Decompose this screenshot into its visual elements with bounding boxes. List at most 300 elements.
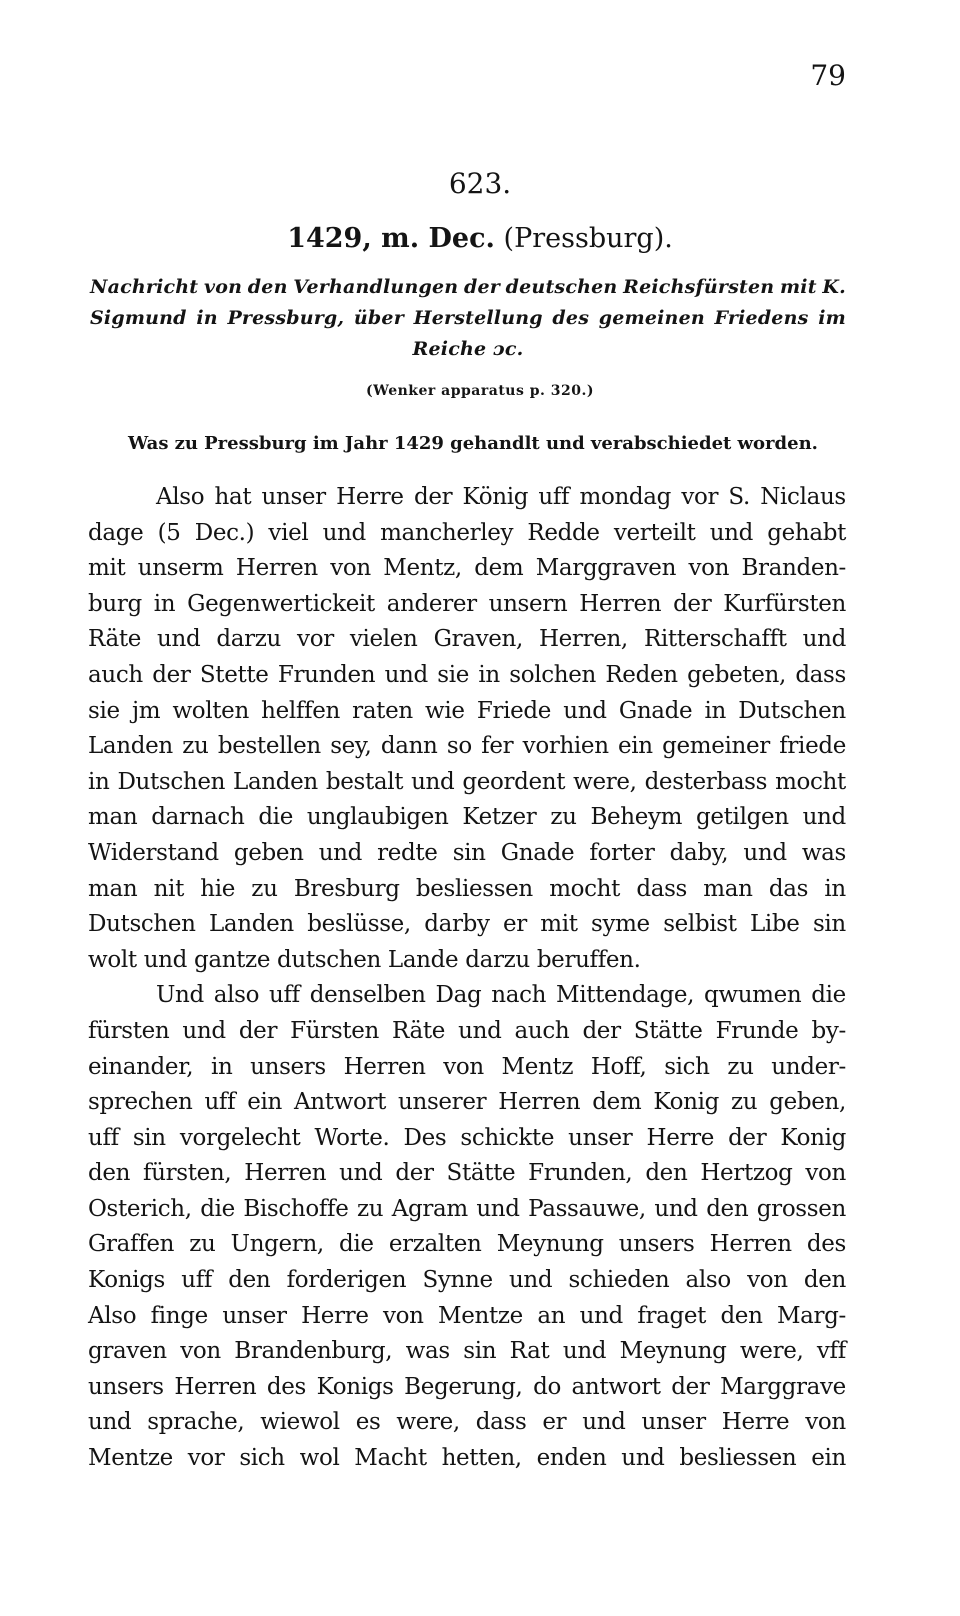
word: sin: [132, 1124, 166, 1151]
word: Fürsten: [290, 1017, 379, 1044]
word: und: [743, 839, 787, 866]
word: uff: [538, 484, 570, 510]
word: hat: [214, 484, 252, 510]
word: under-: [771, 1053, 846, 1080]
word: Graffen: [88, 1231, 175, 1258]
paragraph-2-line: [88, 1299, 846, 1335]
word: Meynung: [619, 1338, 727, 1365]
word: in: [153, 590, 176, 617]
word: Graven,: [433, 626, 523, 653]
date-line: [0, 222, 960, 256]
word: der: [673, 590, 712, 617]
word: 1429: [393, 433, 444, 454]
word: Rat: [509, 1338, 550, 1365]
word: schickte: [460, 1124, 555, 1151]
word: und: [384, 661, 428, 688]
word: Beheym: [590, 804, 683, 831]
word: hetten,: [441, 1445, 522, 1472]
word: were,: [573, 768, 637, 795]
word: Nachricht: [90, 276, 199, 298]
word: Mittendage,: [556, 982, 695, 1009]
word: der: [395, 1160, 434, 1187]
place: (Pressburg).: [503, 223, 673, 254]
word: sin: [812, 911, 846, 938]
word: der: [463, 276, 500, 298]
word: uff: [181, 1267, 213, 1294]
word: forderigen: [286, 1267, 407, 1294]
word: zu: [356, 1195, 384, 1222]
document-number: 623.: [448, 167, 512, 200]
word: dass: [795, 661, 846, 688]
paragraph-1-line: [88, 907, 846, 943]
word: in: [704, 697, 727, 724]
word: syme: [591, 911, 650, 938]
word: Reichsfürsten: [623, 276, 775, 298]
word: ein: [811, 1445, 846, 1472]
word: mit: [779, 276, 817, 298]
word: auch: [514, 1017, 570, 1044]
word: in: [88, 768, 110, 795]
word: unserer: [398, 1089, 487, 1116]
word: fürsten,: [143, 1160, 232, 1187]
word: Herren,: [538, 626, 628, 653]
word: darzu: [216, 626, 282, 653]
word: redte: [377, 839, 438, 866]
word: Dec.): [194, 519, 255, 546]
word: unglaubigen: [306, 804, 449, 831]
word: sich: [664, 1053, 710, 1080]
word: und: [802, 804, 846, 831]
paragraph-2-line: [88, 1050, 846, 1086]
word: der: [152, 661, 191, 688]
word: Begerung,: [404, 1373, 523, 1400]
word: die: [339, 1231, 374, 1258]
word: Passauwe,: [528, 1195, 646, 1222]
word: Marg-: [776, 1302, 846, 1329]
word: uff: [204, 1089, 236, 1116]
word: Dutschen: [738, 697, 846, 724]
word: darnach: [151, 804, 245, 831]
word: bestalt: [325, 768, 404, 795]
word: von: [688, 555, 730, 582]
word: von: [180, 1338, 221, 1365]
word: mit: [540, 911, 578, 938]
word: geben: [233, 839, 304, 866]
word: selbist: [663, 911, 737, 938]
word: jm: [131, 697, 161, 724]
word: Marggraven: [535, 555, 677, 582]
word: der: [413, 484, 453, 510]
word: geben,: [769, 1089, 846, 1116]
word: Konig: [653, 1089, 719, 1116]
word: vff: [816, 1338, 846, 1365]
word: Verhandlungen: [293, 276, 459, 298]
paragraph-1-line: [88, 480, 846, 516]
word: deutschen: [505, 276, 618, 298]
word: der: [728, 1124, 767, 1151]
word: mit: [88, 555, 126, 582]
word: und: [562, 1338, 607, 1365]
document-summary: [90, 272, 846, 365]
word: Gnade: [618, 697, 693, 724]
paragraph-1-line: [88, 694, 846, 730]
word: Stette: [199, 661, 269, 688]
word: Antwort: [294, 1089, 387, 1116]
word: dann: [380, 733, 438, 760]
paragraph-1-line: [88, 551, 846, 587]
word: antwort: [571, 1373, 661, 1400]
word: Worte.: [314, 1124, 390, 1151]
word: dass: [475, 1409, 527, 1436]
word: bestellen: [217, 733, 321, 760]
word: und: [411, 768, 455, 795]
word: Bresburg: [293, 875, 400, 902]
word: mocht: [775, 768, 846, 795]
word: unserm: [137, 555, 224, 582]
word: unser: [641, 1409, 706, 1436]
summary-line: [90, 272, 846, 303]
body-text: [88, 480, 846, 1477]
word: Pressburg: [204, 433, 307, 454]
word: man: [88, 804, 138, 831]
word: were,: [396, 1409, 460, 1436]
word: finge: [150, 1302, 208, 1329]
word: im: [818, 307, 846, 329]
word: Frunden: [277, 661, 376, 688]
word: Herren: [244, 1160, 327, 1187]
word: zu: [730, 1089, 758, 1116]
word: Meynung: [496, 1231, 604, 1258]
paragraph-2-line: [88, 1192, 846, 1228]
word: worden.: [737, 433, 818, 454]
word: sprechen: [88, 1089, 193, 1116]
word: unser: [568, 1124, 633, 1151]
word: Libe: [750, 911, 800, 938]
word: und: [508, 1267, 553, 1294]
word: der: [582, 1017, 621, 1044]
word: Herre: [721, 1409, 790, 1436]
word: mondag: [579, 484, 672, 510]
word: Kurfürsten: [723, 590, 846, 617]
paragraph-1-line: [88, 836, 846, 872]
word: es: [355, 1409, 381, 1436]
word: verabschiedet: [590, 433, 732, 454]
word: was: [405, 1338, 450, 1365]
word: Bischoffe: [243, 1195, 349, 1222]
word: Herren: [498, 1089, 581, 1116]
word: den: [88, 1160, 131, 1187]
word: uff: [269, 982, 300, 1009]
paragraph-2-line: [88, 978, 846, 1014]
word: Also: [88, 1302, 137, 1329]
word: by-: [811, 1017, 846, 1044]
word: den: [803, 1267, 846, 1294]
word: in: [824, 875, 846, 902]
paragraph-2-line: [88, 1441, 846, 1477]
word: vor: [297, 626, 334, 653]
word: besliessen: [415, 875, 533, 902]
word: geordent: [462, 768, 566, 795]
word: sich: [239, 1445, 285, 1472]
word: des: [806, 1231, 846, 1258]
word: Branden-: [741, 555, 846, 582]
word: (5: [157, 519, 181, 546]
word: den: [228, 1267, 271, 1294]
word: Des: [403, 1124, 447, 1151]
word: Hoff,: [590, 1053, 647, 1080]
word: in: [478, 661, 500, 688]
word: Marggrave: [720, 1373, 846, 1400]
word: von: [805, 1160, 846, 1187]
word: fraget: [637, 1302, 707, 1329]
word: Ketzer: [462, 804, 537, 831]
word: Friedens: [714, 307, 809, 329]
word: den: [247, 276, 288, 298]
paragraph-1-line: [88, 872, 846, 908]
word: Landen: [208, 911, 294, 938]
word: friede: [779, 733, 846, 760]
word: er: [542, 1409, 567, 1436]
word: sie: [437, 661, 469, 688]
word: also: [213, 982, 260, 1009]
word: Herren: [579, 590, 662, 617]
word: und: [582, 1409, 626, 1436]
word: qwumen: [703, 982, 802, 1009]
word: und: [157, 626, 201, 653]
paragraph-1-line: [88, 943, 846, 979]
word: vor: [187, 1445, 225, 1472]
word: den: [706, 1195, 749, 1222]
word: K.: [822, 276, 846, 298]
word: und: [322, 519, 366, 546]
word: der: [671, 1373, 710, 1400]
word: dem: [592, 1089, 642, 1116]
word: Dutschen: [88, 911, 196, 938]
word: Mentz: [501, 1053, 574, 1080]
word: enden: [536, 1445, 607, 1472]
word: anderer: [386, 590, 477, 617]
section-heading: [128, 430, 818, 458]
word: den: [720, 1302, 763, 1329]
word: man: [88, 875, 138, 902]
paragraph-1-line: [88, 800, 846, 836]
word: die: [200, 1195, 235, 1222]
word: Mentze: [438, 1302, 523, 1329]
word: unser: [222, 1302, 287, 1329]
word: wie: [425, 697, 465, 724]
word: besliessen: [679, 1445, 797, 1472]
word: das: [768, 875, 809, 902]
word: Jahr: [344, 433, 388, 454]
word: Osterich,: [88, 1195, 192, 1222]
word: Konigs: [88, 1267, 166, 1294]
word: Agram: [391, 1195, 468, 1222]
word: vorhien: [522, 733, 609, 760]
word: denselben: [309, 982, 426, 1009]
word: und: [802, 626, 846, 653]
word: wol: [299, 1445, 340, 1472]
word: von: [443, 1053, 484, 1080]
word: Dag: [435, 982, 482, 1009]
word: dem: [474, 555, 524, 582]
word: Redde: [527, 519, 600, 546]
word: beslüsse,: [307, 911, 411, 938]
word: was: [801, 839, 846, 866]
word: des: [266, 1373, 306, 1400]
word: Friede: [476, 697, 552, 724]
word: und: [339, 1160, 383, 1187]
word: von: [330, 555, 371, 582]
word: Frunden,: [528, 1160, 633, 1187]
word: und: [621, 1445, 665, 1472]
word: Was: [128, 433, 169, 454]
word: er: [503, 911, 527, 938]
word: von: [747, 1267, 788, 1294]
word: mocht: [549, 875, 621, 902]
word: graven: [88, 1338, 167, 1365]
paragraph-2-line: [88, 1014, 846, 1050]
word: einander,: [88, 1053, 194, 1080]
paragraph-2-line: [88, 1405, 846, 1441]
word: nit: [153, 875, 184, 902]
word: zu: [189, 1231, 216, 1258]
word: man: [703, 875, 753, 902]
word: Herren: [174, 1373, 257, 1400]
word: Gnade: [500, 839, 575, 866]
word: dass: [636, 875, 687, 902]
paragraph-2-line: [88, 1156, 846, 1192]
word: gemeinen: [598, 307, 705, 329]
word: und: [476, 1195, 520, 1222]
word: in: [210, 1053, 233, 1080]
word: an: [537, 1302, 566, 1329]
word: zu: [550, 804, 577, 831]
word: Landen: [88, 733, 173, 760]
word: Sigmund: [90, 307, 187, 329]
word: uff: [88, 1124, 119, 1151]
word: dage: [88, 519, 144, 546]
word: König: [462, 484, 529, 510]
word: sin: [452, 839, 486, 866]
word: gebeten,: [687, 661, 786, 688]
paragraph-1-line: [88, 622, 846, 658]
word: gehandlt: [450, 433, 540, 454]
word: und: [182, 1017, 226, 1044]
paragraph-1-line: [88, 587, 846, 623]
word: vielen: [349, 626, 418, 653]
word: über: [353, 307, 404, 329]
word: zu: [251, 875, 278, 902]
word: burg: [88, 590, 142, 617]
word: Niclaus: [760, 484, 846, 510]
word: viel: [268, 519, 309, 546]
word: Herstellung: [413, 307, 543, 329]
word: auch: [88, 661, 143, 688]
word: ein: [247, 1089, 283, 1116]
word: und: [88, 1409, 132, 1436]
word: Herre: [336, 484, 404, 510]
word: S.: [728, 484, 750, 510]
word: und: [458, 1017, 502, 1044]
word: wolten: [172, 697, 249, 724]
paragraph-1-line: [88, 516, 846, 552]
word: vor: [681, 484, 719, 510]
word: und: [563, 697, 607, 724]
source-citation: (Wenker apparatus p. 320.): [366, 383, 594, 399]
word: und: [545, 433, 585, 454]
word: Mentz,: [383, 555, 462, 582]
word: solchen: [509, 661, 596, 688]
word: Konig: [780, 1124, 846, 1151]
word: Hertzog: [700, 1160, 793, 1187]
word: zu: [174, 433, 198, 454]
word: die: [811, 982, 846, 1009]
word: von: [383, 1302, 424, 1329]
word: Herren: [235, 555, 318, 582]
word: unsers: [88, 1373, 164, 1400]
word: nach: [491, 982, 547, 1009]
word: Herre: [301, 1302, 369, 1329]
word: den: [645, 1160, 688, 1187]
word: Widerstand: [88, 839, 219, 866]
paragraph-1-line: [88, 765, 846, 801]
page-number: 79: [810, 59, 846, 92]
word: und: [654, 1195, 698, 1222]
word: Ritterschafft: [643, 626, 787, 653]
summary-line: [90, 303, 846, 334]
text-line: Reiche ɔc.: [412, 338, 524, 360]
date: 1429, m. Dec.: [287, 223, 495, 254]
word: sie: [88, 697, 120, 724]
word: und: [579, 1302, 623, 1329]
word: unsern: [488, 590, 568, 617]
paragraph-2-line: [88, 1370, 846, 1406]
paragraph-2-line: [88, 1085, 846, 1121]
word: sin: [463, 1338, 497, 1365]
word: Pressburg,: [227, 307, 345, 329]
word: sey,: [330, 733, 372, 760]
word: also: [685, 1267, 731, 1294]
word: fürsten: [88, 1017, 170, 1044]
word: Stätte: [446, 1160, 516, 1187]
word: Brandenburg,: [234, 1338, 393, 1365]
word: Also: [156, 484, 205, 510]
word: helffen: [261, 697, 340, 724]
word: raten: [352, 697, 413, 724]
paragraph-2-line: [88, 1263, 846, 1299]
word: in: [196, 307, 218, 329]
word: Räte: [392, 1017, 446, 1044]
word: verteilt: [613, 519, 696, 546]
summary-line: [90, 334, 846, 365]
word: unsers: [618, 1231, 695, 1258]
paragraph-1-line: [88, 658, 846, 694]
word: getilgen: [696, 804, 789, 831]
word: zu: [182, 733, 209, 760]
word: fer: [481, 733, 514, 760]
word: desterbass: [644, 768, 768, 795]
word: forter: [589, 839, 655, 866]
word: gemeiner: [662, 733, 770, 760]
word: Macht: [354, 1445, 427, 1472]
word: wiewol: [260, 1409, 340, 1436]
word: Herren: [343, 1053, 426, 1080]
paragraph-2-line: [88, 1334, 846, 1370]
word: hie: [200, 875, 235, 902]
word: Landen: [233, 768, 318, 795]
word: schieden: [568, 1267, 670, 1294]
word: vorgelecht: [179, 1124, 301, 1151]
